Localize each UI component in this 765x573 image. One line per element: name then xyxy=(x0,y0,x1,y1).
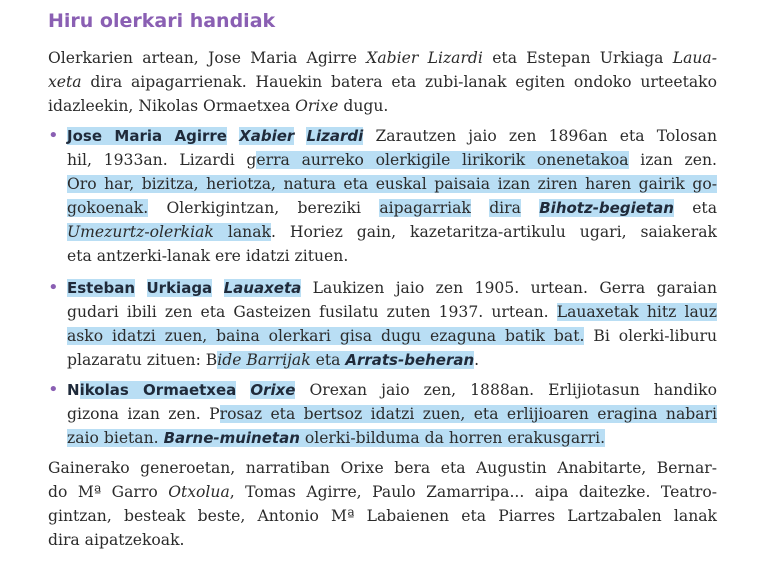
highlighted-text: Oro har, bizitza, heriotza, natura eta euskal paisaia izan ziren haren gairik go- xyxy=(67,175,717,193)
text-run xyxy=(521,199,539,217)
highlighted-text xyxy=(214,223,228,241)
text-line xyxy=(67,172,717,196)
text-run: do Mª Garro xyxy=(48,483,169,501)
highlighted-text: zaio bietan. xyxy=(67,429,164,447)
text-run: Orixe xyxy=(295,97,339,115)
author-name: Esteban xyxy=(67,279,136,297)
pen-name: Orixe xyxy=(250,381,296,399)
text-run: Otxolua xyxy=(168,483,230,501)
text-run: dira aipagarrienak. Hauekin batera eta zubi-lanak egiten ondoko urteetako xyxy=(81,73,717,91)
highlighted-text: rosaz eta bertsoz idatzi zuen, eta erlijioaren eragina nabari xyxy=(219,405,717,423)
highlighted-text: asko idatzi zuen, baina olerkari gisa dugu ezaguna batik bat. xyxy=(67,327,585,345)
author-name: Urkiaga xyxy=(146,279,213,297)
text-run xyxy=(227,127,239,145)
highlighted-text: aipagarriak xyxy=(379,199,471,217)
text-line xyxy=(67,220,717,244)
text-run: Xabier Lizardi xyxy=(366,49,483,67)
text-run: xeta xyxy=(48,73,82,91)
highlighted-text: eta xyxy=(310,351,346,369)
work-title: Barne-muinetan xyxy=(163,429,300,447)
text-run: Laukizen jaio zen 1905. urtean. Gerra garaian xyxy=(301,279,717,297)
text-run: Laua- xyxy=(672,49,717,67)
author-name: ikolas Ormaetxea xyxy=(79,381,237,399)
text-line xyxy=(67,426,717,450)
text-line xyxy=(67,402,717,426)
section-title: Hiru olerkari handiak xyxy=(48,10,276,32)
text-run: eta Estepan Urkiaga xyxy=(482,49,673,67)
text-run: eta antzerki-lanak ere idatzi zituen. xyxy=(67,247,349,265)
text-run: hil, 1933an. Lizardi g xyxy=(67,151,257,169)
bullet-icon: • xyxy=(48,277,59,298)
text-run: . Horiez gain, kazetaritza-artikulu ugari, saiakerak xyxy=(270,223,717,241)
text-line xyxy=(67,244,717,268)
text-run: . xyxy=(474,351,480,369)
pen-name: Lizardi xyxy=(306,127,364,145)
text-line xyxy=(48,504,717,528)
text-run: Orexan jaio zen, 1888an. Erlijiotasun handiko xyxy=(309,381,717,399)
text-run xyxy=(135,279,146,297)
text-run: dira aipatzekoak. xyxy=(48,531,185,549)
text-run: Bi olerki-liburu xyxy=(584,327,717,345)
text-line xyxy=(48,480,717,504)
text-line xyxy=(48,456,717,480)
text-line xyxy=(67,378,717,402)
highlighted-text: Lauaxetak hitz lauz xyxy=(556,303,718,321)
text-line xyxy=(67,196,717,220)
highlighted-text: olerki-bilduma da horren erakusgarri. xyxy=(299,429,606,447)
text-run xyxy=(294,127,306,145)
text-run: Olerkigintzan, bereziki xyxy=(148,199,380,217)
bullet-icon: • xyxy=(48,379,59,400)
text-line xyxy=(48,70,717,94)
highlighted-text: dira xyxy=(489,199,521,217)
pen-name: Lauaxeta xyxy=(223,279,302,297)
text-run: idazleekin, Nikolas Ormaetxea xyxy=(48,97,296,115)
work-title: ide Barrijak xyxy=(217,351,311,369)
text-run: gizona izan zen. P xyxy=(67,405,220,423)
text-line xyxy=(67,276,717,300)
author-name: Jose Maria Agirre xyxy=(67,127,227,145)
text-run: Gainerako generoetan, narratiban Orixe bera eta Augustin Anabitarte, Bernar- xyxy=(48,459,717,477)
pen-name: Xabier xyxy=(239,127,295,145)
text-run xyxy=(471,199,489,217)
text-line xyxy=(67,324,717,348)
text-line xyxy=(67,348,717,372)
highlighted-text: lanak xyxy=(227,223,271,241)
text-line xyxy=(67,124,717,148)
text-run xyxy=(295,381,309,399)
text-line xyxy=(67,148,717,172)
text-run: N xyxy=(67,381,80,399)
bullet-icon: • xyxy=(48,125,59,146)
text-line xyxy=(48,528,717,552)
highlighted-text: erra aurreko olerkigile lirikorik onenetakoa xyxy=(256,151,629,169)
text-run xyxy=(236,381,250,399)
text-run: plazaratu zituen: B xyxy=(67,351,218,369)
text-run: gintzan, besteak beste, Antonio Mª Labaienen eta Piarres Lartzabalen lanak xyxy=(48,507,717,525)
text-line xyxy=(48,46,717,70)
text-run: eta xyxy=(673,199,717,217)
text-run: , Tomas Agirre, Paulo Zamarripa... aipa daitezke. Teatro- xyxy=(229,483,717,501)
text-run: gudari ibili zen eta Gasteizen fusilatu zuten 1937. urtean. xyxy=(67,303,557,321)
text-line xyxy=(48,94,717,118)
text-line xyxy=(67,300,717,324)
work-title: Arrats-beheran xyxy=(345,351,475,369)
text-run: dugu. xyxy=(338,97,389,115)
highlighted-text: gokoenak. xyxy=(67,199,149,217)
text-run: Olerkarien artean, Jose Maria Agirre xyxy=(48,49,367,67)
work-title: Umezurtz-olerkiak xyxy=(67,223,214,241)
work-title: Bihotz-begietan xyxy=(539,199,674,217)
text-run: izan zen. xyxy=(628,151,717,169)
text-run: Zarautzen jaio zen 1896an eta Tolosan xyxy=(363,127,717,145)
text-run xyxy=(212,279,223,297)
